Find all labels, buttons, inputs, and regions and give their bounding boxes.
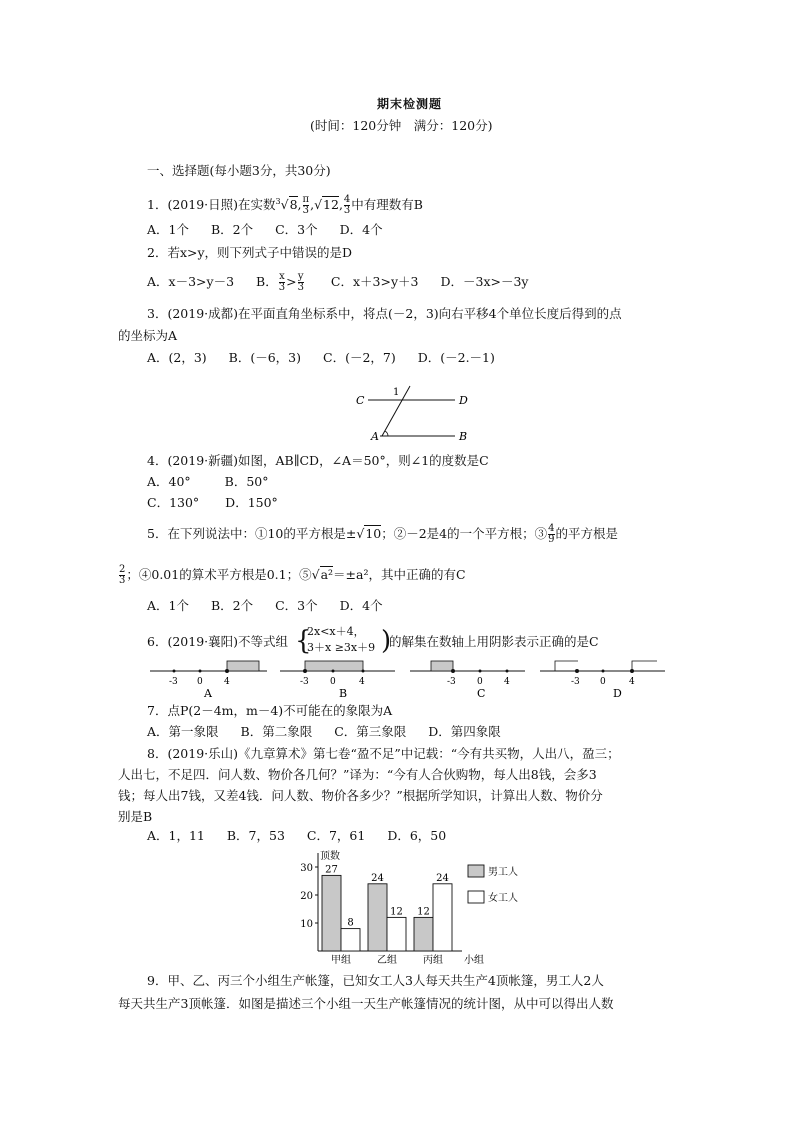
svg-text:4: 4 (359, 677, 365, 687)
question-1-stem: 1．(2019·日照)在实数$^3$√8, $\frac{\pi}{3}$ ,√12, $\frac{4}{3}$ 中有理数有B (147, 194, 423, 217)
option-a[interactable]: A．1，11 (147, 828, 205, 843)
inequality-system-brace: { (295, 626, 312, 656)
y-tick-label: 30 (300, 863, 313, 874)
question-2-stem: 2．若x>y，则下列式子中错误的是D (147, 245, 353, 260)
option-d[interactable]: D．6，50 (387, 828, 447, 843)
data-label: 8 (347, 917, 354, 929)
option-c[interactable]: C．130° (147, 495, 200, 510)
point-d-label: D (459, 394, 468, 407)
option-a[interactable]: A．x－3>y－3 (147, 274, 235, 289)
bar-甲组-男工人 (322, 875, 341, 951)
legend-label: 女工人 (488, 893, 518, 904)
parallel-lines-figure (350, 380, 480, 446)
bar-甲组-女工人 (341, 929, 360, 951)
question-7-options (147, 724, 519, 740)
svg-text:-3: -3 (571, 677, 580, 687)
question-4-options-row-2 (147, 495, 296, 511)
option-b[interactable]: B．50° (224, 474, 269, 489)
number-line-b (280, 661, 395, 700)
svg-text:4: 4 (629, 677, 635, 687)
option-d[interactable]: D．(－2.－1) (417, 350, 495, 365)
q1-text: 中有理数有B (351, 197, 423, 213)
y-tick-label: 20 (300, 891, 313, 902)
x-tick-label: 甲组 (331, 955, 351, 966)
x-tick-label: 乙组 (377, 955, 397, 966)
option-b[interactable]: B．7，53 (226, 828, 285, 843)
point-a-label: A (371, 430, 379, 443)
point-b-label: B (459, 430, 468, 443)
svg-text:-3: -3 (169, 677, 178, 687)
question-3-line-2: 的坐标为A (118, 328, 178, 343)
option-b[interactable]: B．2个 (210, 598, 254, 613)
q1-radicand: 12 (323, 197, 339, 213)
option-a[interactable]: A．40° (147, 474, 191, 489)
page-subtitle: (时间：120分钟 满分：120分) (310, 118, 493, 133)
question-3-line-1: 3．(2019·成都)在平面直角坐标系中，将点(－2，3)向右平移4个单位长度后得到的点 (147, 306, 622, 321)
number-line-c-label: C (477, 687, 486, 700)
option-d[interactable]: D．－3x>－3y (440, 274, 529, 289)
q1-sep: , (310, 197, 315, 213)
option-c[interactable]: C．3个 (275, 598, 318, 613)
question-9-line-2: 每天共生产3顶帐篷．如图是描述三个小组一天生产帐篷情况的统计图，从中可以得出人数 (118, 996, 614, 1011)
question-9-line-1: 9．甲、乙、丙三个小组生产帐篷，已知女工人3人每天共生产4顶帐篷，男工人2人 (147, 973, 604, 988)
bar-丙组-女工人 (433, 884, 452, 951)
question-1-options (147, 222, 401, 238)
svg-text:-3: -3 (447, 677, 456, 687)
option-a[interactable]: A．1个 (147, 598, 189, 613)
point-c-label: C (356, 394, 365, 407)
question-8-line-3: 钱；每人出7钱，又差4钱．问人数、物价各多少？”根据所学知识，计算出人数、物价分 (118, 788, 603, 803)
option-c[interactable]: C．(－2，7) (323, 350, 396, 365)
question-4-stem: 4．(2019·新疆)如图，AB∥CD，∠A＝50°，则∠1的度数是C (147, 453, 489, 468)
q1-fraction: $\frac{4}{3}$ (343, 194, 351, 217)
q1-sep: , (338, 197, 343, 213)
question-8-options (147, 828, 464, 844)
question-3-options (147, 350, 513, 366)
question-5-line-2: $\frac{2}{3}$ ；④0.01的算术平方根是0.1；⑤√a²＝±a²，其中正确的有C (119, 564, 466, 586)
question-5-options (147, 598, 401, 614)
svg-text:0: 0 (330, 677, 336, 687)
option-b[interactable]: B．(－6，3) (228, 350, 302, 365)
page-title: 期末检测题 (377, 97, 443, 111)
y-axis-label: 顶数 (320, 851, 340, 862)
number-line-a (150, 661, 267, 700)
number-line-c (410, 661, 525, 700)
svg-text:4: 4 (224, 677, 230, 687)
option-c[interactable]: C．7，61 (306, 828, 366, 843)
bar-乙组-男工人 (368, 884, 387, 951)
bar-乙组-女工人 (387, 917, 406, 951)
data-label: 27 (325, 864, 338, 876)
option-d[interactable]: D．第四象限 (428, 724, 501, 739)
q1-sep: , (297, 197, 302, 213)
option-a[interactable]: A．1个 (147, 222, 189, 237)
q1-fraction-pi: $\frac{\pi}{3}$ (302, 194, 310, 217)
number-lines-figure (145, 655, 675, 700)
data-label: 24 (436, 872, 449, 884)
option-d[interactable]: D．4个 (339, 598, 383, 613)
question-8-line-1: 8．(2019·乐山)《九章算术》第七卷“盈不足”中记载：“今有共买物，人出八，盈三； (147, 746, 620, 761)
q1-radicand: 8 (289, 197, 298, 213)
option-d[interactable]: D．150° (225, 495, 278, 510)
bar-chart (290, 845, 540, 970)
question-8-line-4: 别是B (118, 809, 153, 824)
option-b[interactable]: B．第二象限 (240, 724, 313, 739)
y-tick-label: 10 (300, 919, 313, 930)
question-8-line-2: 人出七，不足四．问人数、物价各几何？”译为：“今有人合伙购物，每人出8钱，会多3 (118, 767, 597, 782)
legend-label: 男工人 (488, 867, 518, 878)
option-c[interactable]: C．3个 (275, 222, 318, 237)
data-label: 24 (371, 872, 384, 884)
data-label: 12 (390, 906, 403, 918)
svg-text:4: 4 (504, 677, 510, 687)
option-c[interactable]: C．第三象限 (334, 724, 407, 739)
option-c[interactable]: C．x＋3>y＋3 (330, 274, 419, 289)
x-tick-label: 丙组 (423, 955, 443, 966)
option-a[interactable]: A．第一象限 (147, 724, 219, 739)
number-line-b-label: B (339, 687, 348, 700)
x-axis-label: 小组 (464, 955, 484, 966)
number-line-d-label: D (613, 687, 622, 700)
svg-text:0: 0 (197, 677, 203, 687)
legend-swatch-女工人 (468, 891, 484, 903)
option-a[interactable]: A．(2，3) (147, 350, 207, 365)
number-line-d (540, 661, 665, 700)
svg-text:0: 0 (477, 677, 483, 687)
question-7-stem: 7．点P(2－4m，m－4)不可能在的象限为A (147, 703, 393, 718)
question-2-options (147, 268, 528, 296)
legend-swatch-男工人 (468, 865, 484, 877)
option-b[interactable]: B． $\frac{x}{3}$ > $\frac{y}{3}$ (256, 271, 304, 293)
data-label: 12 (417, 906, 430, 918)
option-d[interactable]: D．4个 (339, 222, 383, 237)
number-line-a-label: A (204, 687, 212, 700)
bar-丙组-男工人 (414, 917, 433, 951)
svg-text:-3: -3 (300, 677, 309, 687)
section-heading: 一、选择题(每小题3分，共30分) (147, 163, 331, 178)
angle-1-label: 1 (393, 387, 400, 398)
q1-root-index: 3 (275, 197, 281, 206)
q1-text: 1．(2019·日照)在实数 (147, 197, 276, 213)
option-b[interactable]: B．2个 (210, 222, 254, 237)
svg-text:0: 0 (600, 677, 606, 687)
question-5-line-1: 5．在下列说法中：①10的平方根是±√10；②－2是4的一个平方根；③ $\frac{4}{9}$ 的平方根是 (147, 523, 619, 545)
question-4-options-row-1 (147, 474, 287, 490)
